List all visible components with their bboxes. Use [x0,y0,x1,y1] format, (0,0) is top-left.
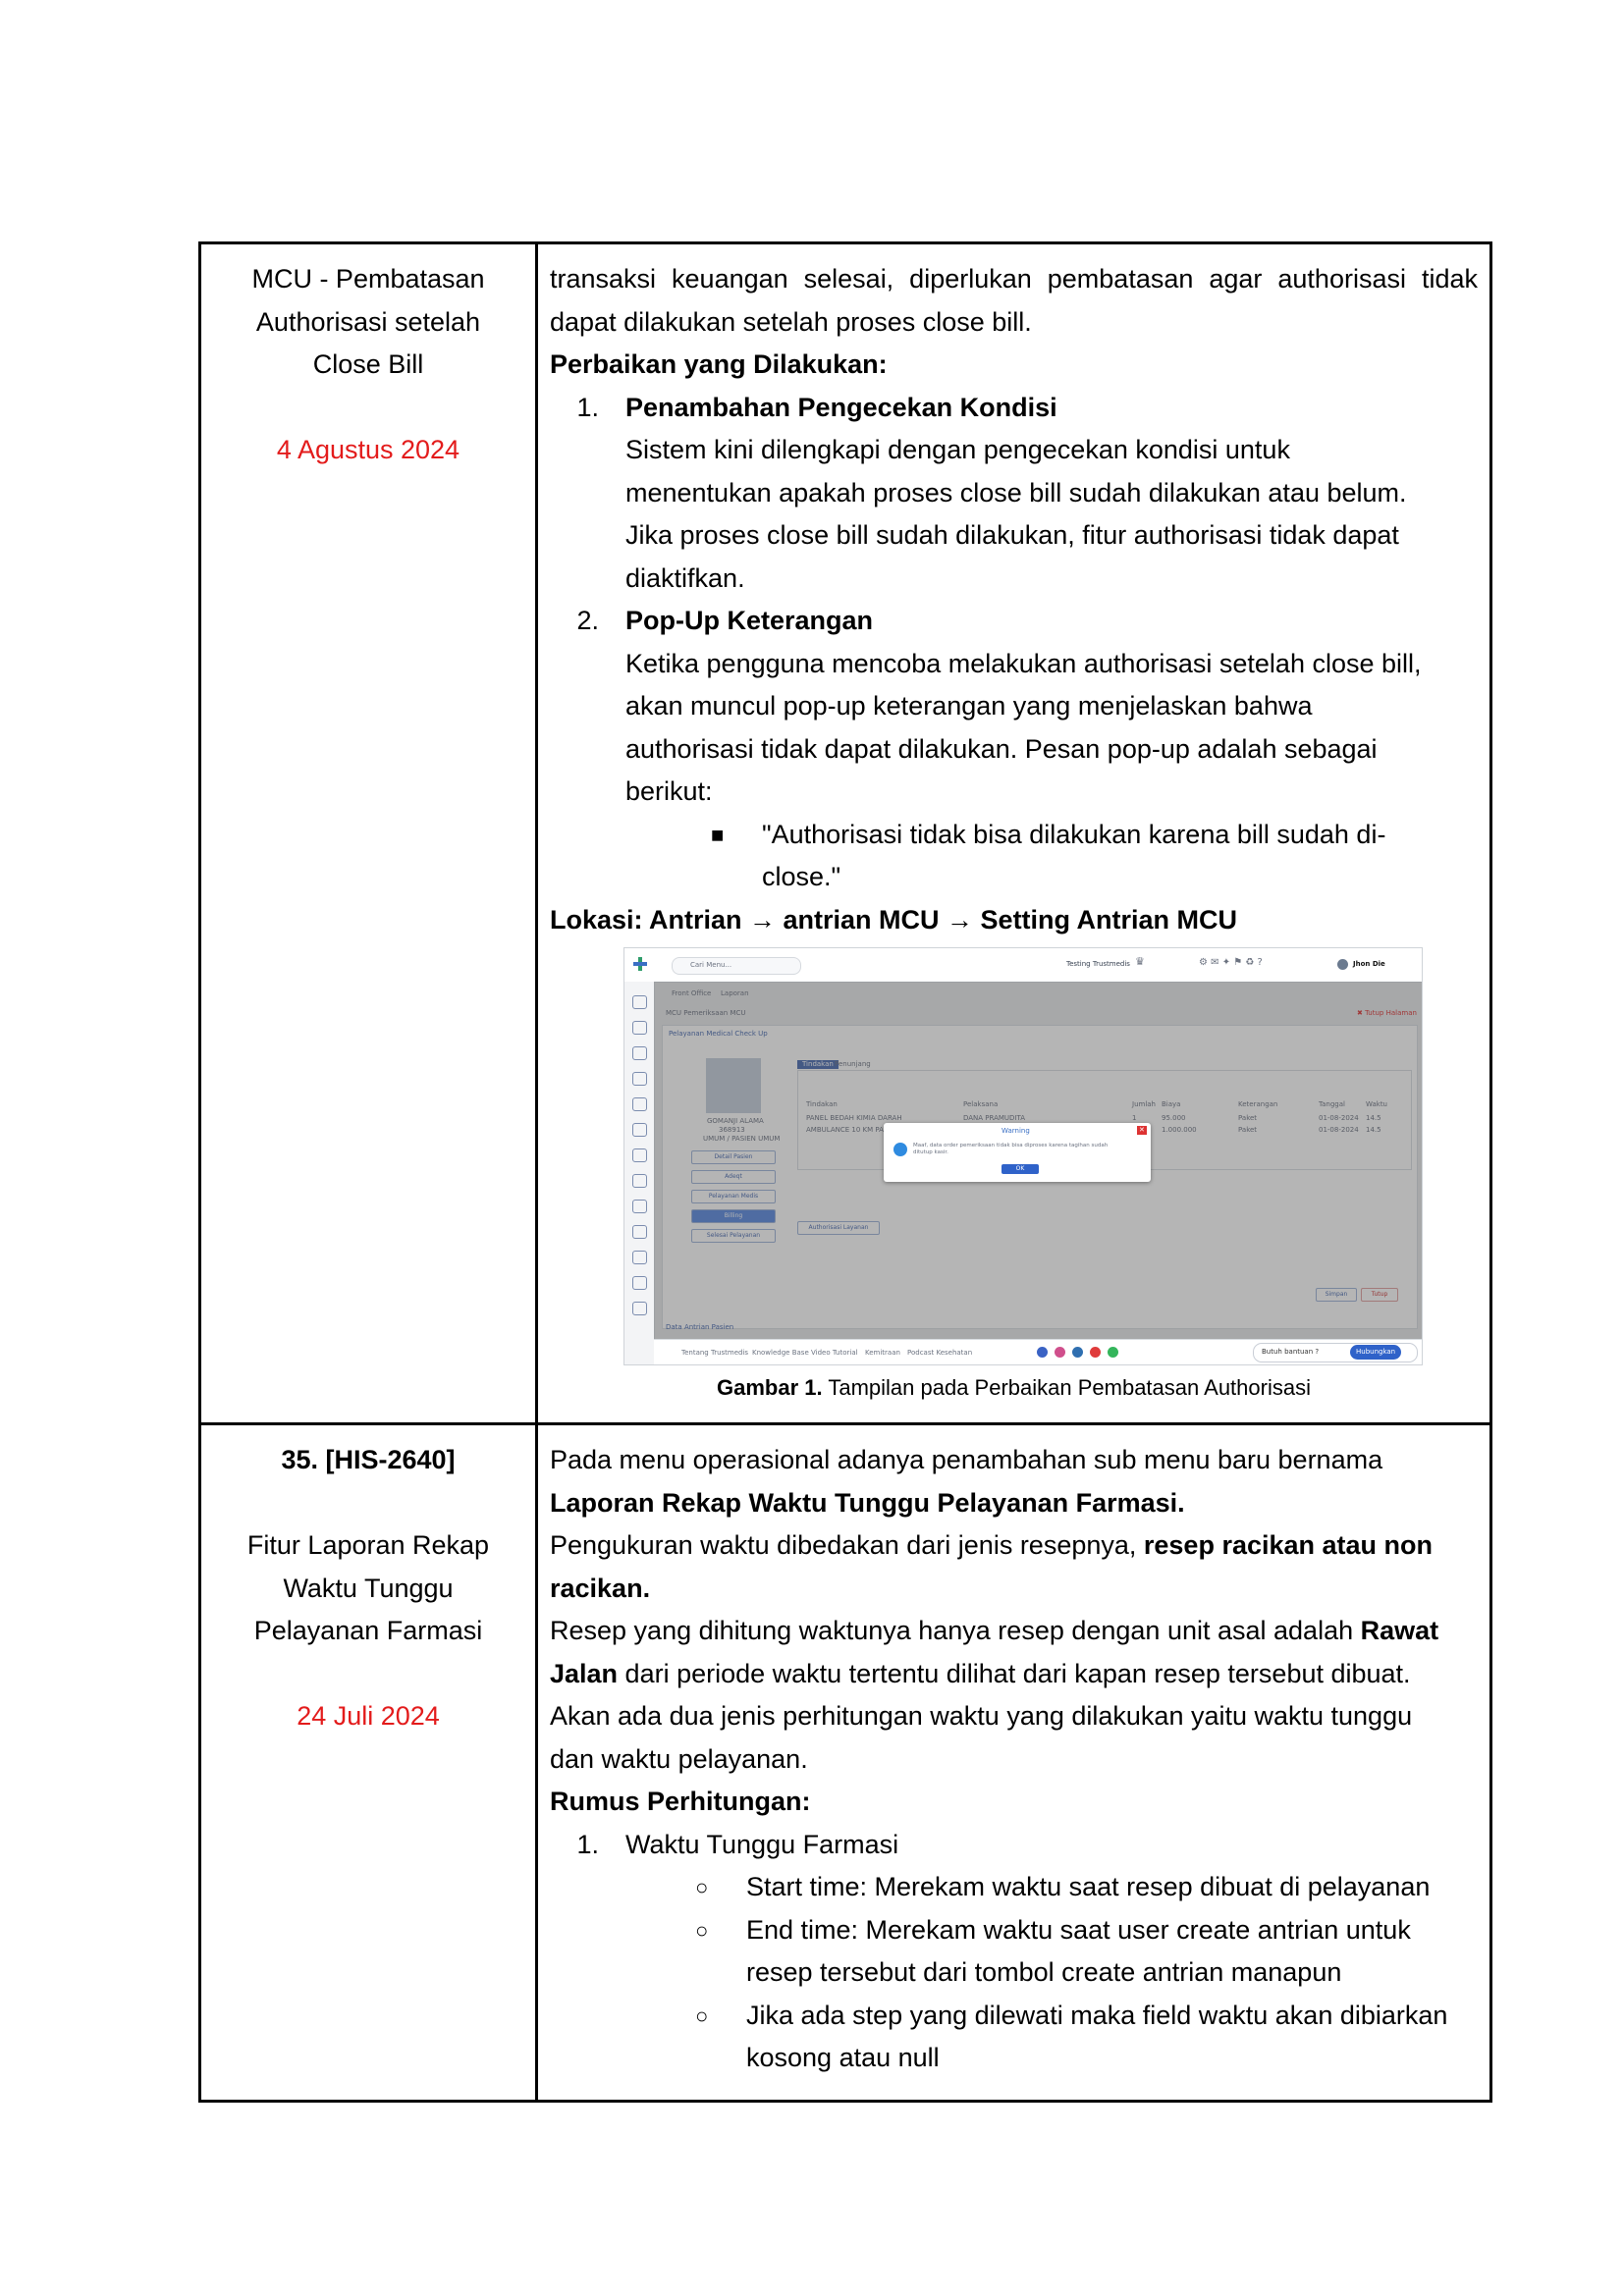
modal-message: Maaf, data order pemeriksaan tidak bisa diproses karena tagihan sudah ditutup kasir. [913,1143,1109,1155]
paragraph-1: Pada menu operasional adanya penambahan sub menu baru bernama Laporan Rekap Waktu Tunggu Pelayanan Farmasi. [550,1445,1383,1518]
help-widget[interactable]: Butuh bantuan ? Hubungkan [1253,1343,1418,1362]
breadcrumb: MCU Pemeriksaan MCU [666,1009,746,1017]
formula-heading: Rumus Perhitungan: [550,1787,811,1816]
menu-front-office[interactable]: Front Office [672,989,712,997]
avatar[interactable] [1337,959,1348,970]
list-item-title: Penambahan Pengecekan Kondisi [625,392,1057,422]
sidebar-icon[interactable] [632,1148,647,1162]
table-row [200,243,1491,1424]
patient-number: 368913 [719,1126,745,1134]
app-screenshot [623,947,1423,1365]
table-row: PANEL BEDAH KIMIA DARAH [806,1114,902,1122]
sidebar-icon[interactable] [632,995,647,1009]
section-title: Pelayanan Medical Check Up [669,1030,768,1038]
sidebar-icon[interactable] [632,1302,647,1315]
row-label-cell [200,1424,537,2102]
sidebar-icon[interactable] [632,1174,647,1188]
circle-bullet-icon: ○ [695,1875,709,1899]
footer-link[interactable]: Podcast Kesehatan [907,1349,973,1357]
app-sidebar [624,982,655,1364]
info-icon [893,1143,907,1156]
sidebar-icon[interactable] [632,1021,647,1035]
intro-text-cont: dapat dilakukan setelah proses close bill. [550,306,1032,337]
menu-laporan[interactable]: Laporan [721,989,749,997]
footer-link[interactable]: Knowledge Base [752,1349,809,1357]
ticket-code: 35. [HIS-2640] [281,1445,456,1474]
search-input[interactable]: Cari Menu... [672,957,801,975]
app-name: Testing Trustmedis [1066,960,1130,968]
table-row [200,1424,1491,2102]
table-row: AMBULANCE 10 KM PA [806,1126,884,1134]
modal-title: Warning [1001,1127,1030,1135]
billing-button[interactable]: Billing [691,1209,776,1223]
instagram-icon[interactable] [1055,1347,1065,1358]
paragraph-3: Resep yang dihitung waktunya hanya resep dengan unit asal adalah Rawat Jalan dari periode waktu tertentu dilihat dari kapan resep tersebut dibuat. [550,1616,1439,1688]
detail-pasien-button[interactable]: Detail Pasien [691,1150,776,1164]
location-line: Lokasi: Antrian → antrian MCU → Setting Antrian MCU [550,904,1238,934]
toolbar-icons[interactable]: ⚙ ✉ ✦ ⚑ ♻ ? [1199,957,1263,968]
tab-tindakan[interactable]: Tindakan [797,1060,839,1069]
square-bullet-icon: ■ [711,822,725,847]
row-date: 4 Agustus 2024 [276,435,460,464]
trustmedis-logo-icon [632,956,648,972]
crown-icon: ♛ [1135,955,1145,968]
row-content-cell [537,243,1491,1424]
row-content-cell [537,1424,1491,2102]
simpan-button[interactable]: Simpan [1316,1288,1357,1302]
list-item: ○ End time: Merekam waktu saat user create antrian untuk resep tersebut dari tombol create antrian manapun [695,1909,1478,1995]
app-topbar [624,948,1422,983]
list-item: 1. Penambahan Pengecekan Kondisi Sistem kini dilengkapi dengan pengecekan kondisi untuk menentukan apakah proses close bill sudah dilakukan atau belum. Jika proses close bill sudah dilakukan, fitur authorisasi tidak dapat diaktifkan. [550,387,1478,601]
app-footer [654,1339,1422,1365]
list-item-title: Pop-Up Keterangan [625,606,874,635]
tab-penunjang[interactable]: Penunjang [835,1060,871,1068]
sidebar-icon[interactable] [632,1072,647,1086]
list-item: 2. Pop-Up Keterangan Ketika pengguna mencoba melakukan authorisasi setelah close bill, akan muncul pop-up keterangan yang menjelaskan bahwa authorisasi tidak dapat dilakukan. Pesan pop-up adalah sebagai berikut: [550,600,1478,814]
sidebar-icon[interactable] [632,1046,647,1060]
tutup-button[interactable]: Tutup [1361,1288,1398,1302]
footer-link[interactable]: Tentang Trustmedis [681,1349,749,1357]
list-item: ■ "Authorisasi tidak bisa dilakukan karena bill sudah di- close." [711,814,1478,899]
circle-bullet-icon: ○ [695,2002,709,2028]
intro-text: transaksi keuangan selesai, diperlukan pembatasan agar authorisasi tidak [550,264,1478,294]
warning-modal [884,1123,1151,1182]
sidebar-icon[interactable] [632,1225,647,1239]
figure-caption: Gambar 1. Tampilan pada Perbaikan Pembatasan Authorisasi [717,1375,1311,1400]
hubungkan-button: Hubungkan [1350,1345,1401,1360]
footer-link[interactable]: Kemitraan [865,1349,900,1357]
modal-ok-button[interactable]: OK [1001,1164,1039,1174]
sidebar-icon[interactable] [632,1251,647,1264]
paragraph-4: Akan ada dua jenis perhitungan waktu yang dilakukan yaitu waktu tunggu dan waktu pelayanan. [550,1701,1413,1774]
linkedin-icon[interactable] [1072,1347,1083,1358]
circle-bullet-icon: ○ [695,1917,709,1943]
sidebar-icon[interactable] [632,1097,647,1111]
sidebar-icon[interactable] [632,1276,647,1290]
patient-info: UMUM / PASIEN UMUM [703,1135,781,1143]
footer-link[interactable]: Video Tutorial [811,1349,858,1357]
youtube-icon[interactable] [1090,1347,1101,1358]
patient-name: GOMANJI ALAMA [707,1117,764,1125]
close-page-button[interactable]: ✖ Tutup Halaman [1357,1009,1417,1017]
whatsapp-icon[interactable] [1108,1347,1118,1358]
selesai-pelayanan-button[interactable]: Selesai Pelayanan [691,1229,776,1243]
facebook-icon[interactable] [1037,1347,1048,1358]
data-antrian-title: Data Antrian Pasien [666,1323,734,1331]
fix-heading: Perbaikan yang Dilakukan: [550,349,888,379]
row-title: Fitur Laporan Rekap Waktu Tunggu Pelayanan Farmasi [246,1530,490,1645]
list-item: 1. Waktu Tunggu Farmasi [576,1829,899,1859]
user-name: Jhon Die [1353,960,1385,968]
row-label-cell [200,243,537,1424]
row-date: 24 Juli 2024 [297,1701,440,1731]
paragraph-2: Pengukuran waktu dibedakan dari jenis resepnya, resep racikan atau non racikan. [550,1530,1434,1603]
list-item: ○ Start time: Merekam waktu saat resep dibuat di pelayanan [695,1866,1478,1909]
authorisasi-layanan-button[interactable]: Authorisasi Layanan [797,1221,880,1235]
list-item: ○ Jika ada step yang dilewati maka field waktu akan dibiarkan kosong atau null [695,1995,1478,2080]
pelayanan-medis-button[interactable]: Pelayanan Medis [691,1190,776,1203]
adeqt-button[interactable]: Adeqt [691,1170,776,1184]
changelog-table [198,241,1492,2103]
close-icon[interactable]: ✕ [1139,1126,1145,1134]
sidebar-icon[interactable] [632,1123,647,1137]
tindakan-table: Tindakan Pelaksana Jumlah Biaya Keterangan Tanggal Waktu PANEL BEDAH KIMIA DARAH DANA PRAMUDITA 1 95.000 Paket 01-08-2024 14.5 AMBULANCE 10 KM PA 1.000.000 Paket 01-08-2024 14.5 [797,1070,1412,1170]
row-title: MCU - Pembatasan Authorisasi setelah Close Bill [251,264,485,379]
sidebar-icon[interactable] [632,1200,647,1213]
